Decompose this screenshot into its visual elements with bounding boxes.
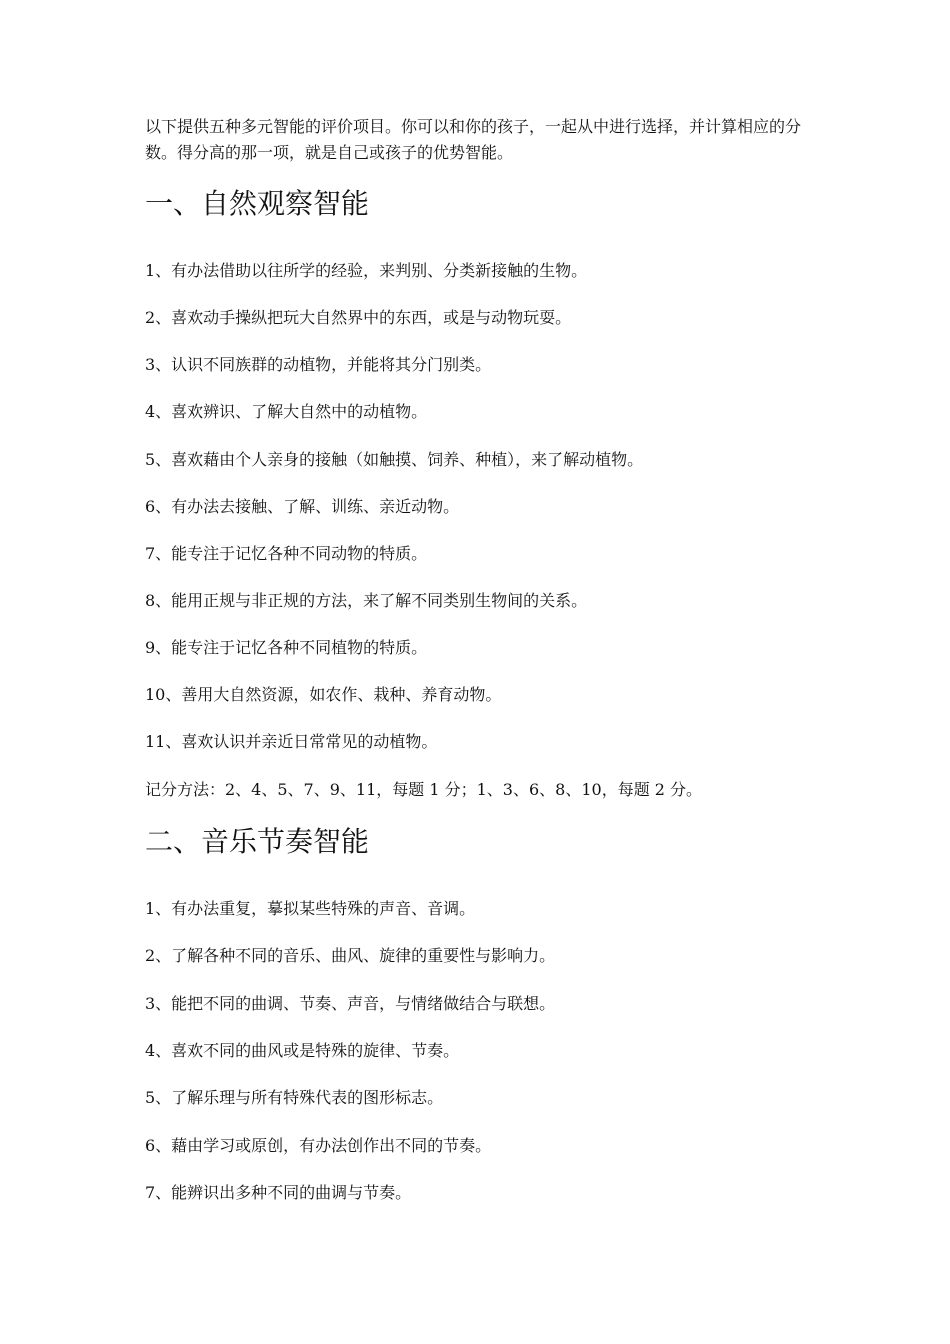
list-item: 1、有办法重复，摹拟某些特殊的声音、音调。 (145, 899, 476, 918)
list-item: 8、能用正规与非正规的方法，来了解不同类别生物间的关系。 (145, 591, 588, 610)
list-item: 1、有办法借助以往所学的经验，来判别、分类新接触的生物。 (145, 261, 588, 280)
scoring-method: 记分方法：2、4、5、7、9、11，每题 1 分；1、3、6、8、10，每题 2 分。 (145, 780, 703, 799)
section-title-nature: 一、自然观察智能 (145, 187, 370, 220)
list-item: 4、喜欢辨识、了解大自然中的动植物。 (145, 402, 428, 421)
list-item: 7、能辨识出多种不同的曲调与节奏。 (145, 1183, 412, 1202)
list-item: 5、了解乐理与所有特殊代表的图形标志。 (145, 1088, 444, 1107)
intro-paragraph: 以下提供五种多元智能的评价项目。你可以和你的孩子，一起从中进行选择，并计算相应的分数。得分高的那一项，就是自己或孩子的优势智能。 (145, 117, 802, 162)
list-item: 2、喜欢动手操纵把玩大自然界中的东西，或是与动物玩耍。 (145, 308, 572, 327)
list-item: 6、有办法去接触、了解、训练、亲近动物。 (145, 497, 460, 516)
list-item: 4、喜欢不同的曲风或是特殊的旋律、节奏。 (145, 1041, 460, 1060)
section-title-music: 二、音乐节奏智能 (145, 825, 370, 858)
list-item: 3、能把不同的曲调、节奏、声音，与情绪做结合与联想。 (145, 994, 556, 1013)
list-item: 11、喜欢认识并亲近日常常见的动植物。 (145, 732, 438, 751)
list-item: 9、能专注于记忆各种不同植物的特质。 (145, 638, 428, 657)
list-item: 7、能专注于记忆各种不同动物的特质。 (145, 544, 428, 563)
list-item: 6、藉由学习或原创，有办法创作出不同的节奏。 (145, 1136, 492, 1155)
list-item: 2、了解各种不同的音乐、曲风、旋律的重要性与影响力。 (145, 946, 556, 965)
list-item: 3、认识不同族群的动植物，并能将其分门别类。 (145, 355, 492, 374)
list-item: 10、善用大自然资源，如农作、栽种、养育动物。 (145, 685, 502, 704)
list-item: 5、喜欢藉由个人亲身的接触（如触摸、饲养、种植），来了解动植物。 (145, 450, 644, 469)
